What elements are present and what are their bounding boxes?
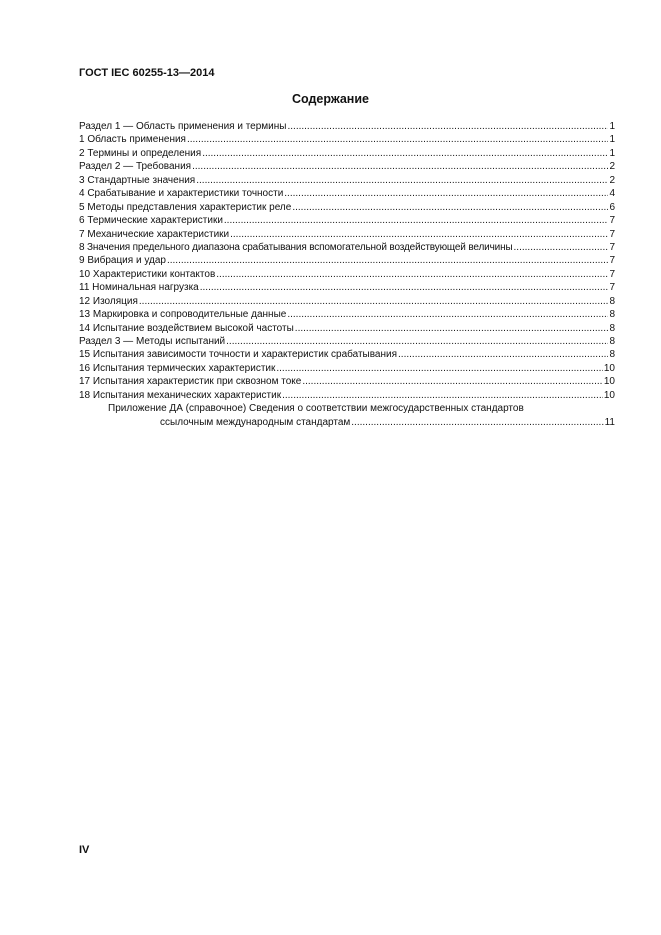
toc-entry[interactable] (79, 254, 615, 267)
toc-annex-entry[interactable] (79, 402, 615, 429)
dot-leader (514, 241, 609, 254)
annex-label-line2: ссылочным международным стандартам (160, 416, 351, 428)
dot-leader (202, 147, 608, 160)
toc-entry-page: 8 (609, 349, 615, 361)
toc-entry-page: 8 (609, 322, 615, 334)
dot-leader (287, 120, 608, 133)
toc-entry-page: 11 (604, 416, 615, 428)
toc-entry-label: Раздел 1 — Область применения и термины (79, 121, 287, 132)
toc-entry[interactable] (79, 174, 615, 187)
toc-entry-label: 4 Срабатывание и характеристики точности (79, 188, 284, 200)
dot-leader (276, 362, 603, 375)
toc-entry-label: Раздел 2 — Требования (79, 161, 192, 173)
toc-entry-page: 8 (609, 295, 615, 307)
dot-leader (398, 348, 608, 361)
toc-entry-page: 7 (609, 228, 615, 240)
toc-entry-label: 11 Номинальная нагрузка (79, 282, 199, 294)
page-number: IV (79, 844, 90, 856)
toc-entry-label: 5 Методы представления характеристик реле (79, 201, 292, 213)
dot-leader (224, 214, 609, 227)
toc-entry-label: 3 Стандартные значения (79, 174, 196, 186)
toc-entry-label: 1 Область применения (79, 134, 186, 146)
toc-entry[interactable] (79, 147, 615, 160)
toc-entry-label: 7 Механические характеристики (79, 228, 230, 240)
toc-entry-page: 8 (609, 309, 615, 321)
toc-entry-label: 2 Термины и определения (79, 147, 202, 159)
toc-entry[interactable] (79, 187, 615, 200)
toc-entry-page: 1 (609, 147, 615, 159)
toc-entry-label: 9 Вибрация и удар (79, 255, 166, 267)
dot-leader (139, 295, 609, 308)
table-of-contents (79, 120, 615, 429)
toc-entry-label: Раздел 3 — Методы испытаний (79, 336, 226, 347)
toc-entry[interactable] (79, 160, 615, 173)
toc-entry[interactable] (79, 335, 615, 348)
dot-leader (295, 322, 609, 335)
toc-entry-page: 2 (609, 174, 615, 186)
page-title: Содержание (291, 92, 369, 106)
toc-entry[interactable] (79, 362, 615, 375)
toc-entry[interactable] (79, 295, 615, 308)
toc-entry-label: 8 Значения предельного диапазона срабатывания вспомогательной воздействующей величины (79, 241, 513, 253)
dot-leader (287, 308, 608, 321)
toc-entry[interactable] (79, 375, 615, 388)
toc-entry[interactable] (79, 322, 615, 335)
toc-entry-label: 14 Испытание воздействием высокой частоты (79, 322, 294, 334)
dot-leader (192, 160, 608, 173)
toc-entry[interactable] (79, 241, 615, 254)
toc-entry-label: 18 Испытания механических характеристик (79, 389, 282, 401)
toc-entry-label: 13 Маркировка и сопроводительные данные (79, 309, 287, 321)
toc-entry-page: 10 (603, 362, 615, 374)
toc-entry-page: 7 (609, 268, 615, 280)
toc-entry-page: 6 (609, 201, 615, 213)
toc-entry-label: 6 Термические характеристики (79, 215, 223, 227)
toc-entry-label: 17 Испытания характеристик при сквозном токе (79, 376, 302, 388)
dot-leader (351, 416, 603, 429)
toc-entry[interactable] (79, 133, 615, 146)
dot-leader (230, 228, 608, 241)
toc-entry-page: 7 (609, 241, 615, 253)
toc-entry-label: 15 Испытания зависимости точности и характеристик срабатывания (79, 349, 398, 361)
dot-leader (196, 174, 608, 187)
dot-leader (167, 254, 608, 267)
toc-entry-page: 4 (609, 188, 615, 200)
toc-entry[interactable] (79, 214, 615, 227)
toc-entry[interactable] (79, 268, 615, 281)
toc-entry-page: 10 (603, 376, 615, 388)
toc-entry[interactable] (79, 228, 615, 241)
toc-entry[interactable] (79, 120, 615, 133)
toc-entry-label: 12 Изоляция (79, 295, 138, 307)
toc-entry-label: 10 Характеристики контактов (79, 268, 216, 280)
dot-leader (187, 133, 608, 146)
dot-leader (226, 335, 608, 348)
toc-entry-label: 16 Испытания термических характеристик (79, 362, 276, 374)
document-code: ГОСТ IEC 60255-13—2014 (79, 67, 215, 79)
toc-entry-page: 2 (609, 161, 615, 173)
toc-entry-page: 1 (609, 134, 615, 146)
toc-entry-page: 7 (609, 215, 615, 227)
dot-leader (292, 201, 608, 214)
toc-entry[interactable] (79, 308, 615, 321)
toc-entry[interactable] (79, 201, 615, 214)
toc-entry-page: 7 (609, 282, 615, 294)
toc-entry-page: 1 (609, 121, 615, 132)
toc-entry[interactable] (79, 389, 615, 402)
dot-leader (282, 389, 603, 402)
annex-label-line1: Приложение ДА (справочное) Сведения о соответствии межгосударственных стандартов (108, 403, 524, 415)
toc-entry[interactable] (79, 348, 615, 361)
dot-leader (216, 268, 608, 281)
toc-entry-page: 10 (603, 389, 615, 401)
toc-entry-page: 7 (609, 255, 615, 267)
dot-leader (302, 375, 603, 388)
dot-leader (284, 187, 608, 200)
toc-entry[interactable] (79, 281, 615, 294)
dot-leader (200, 281, 609, 294)
toc-entry-page: 8 (609, 336, 615, 347)
